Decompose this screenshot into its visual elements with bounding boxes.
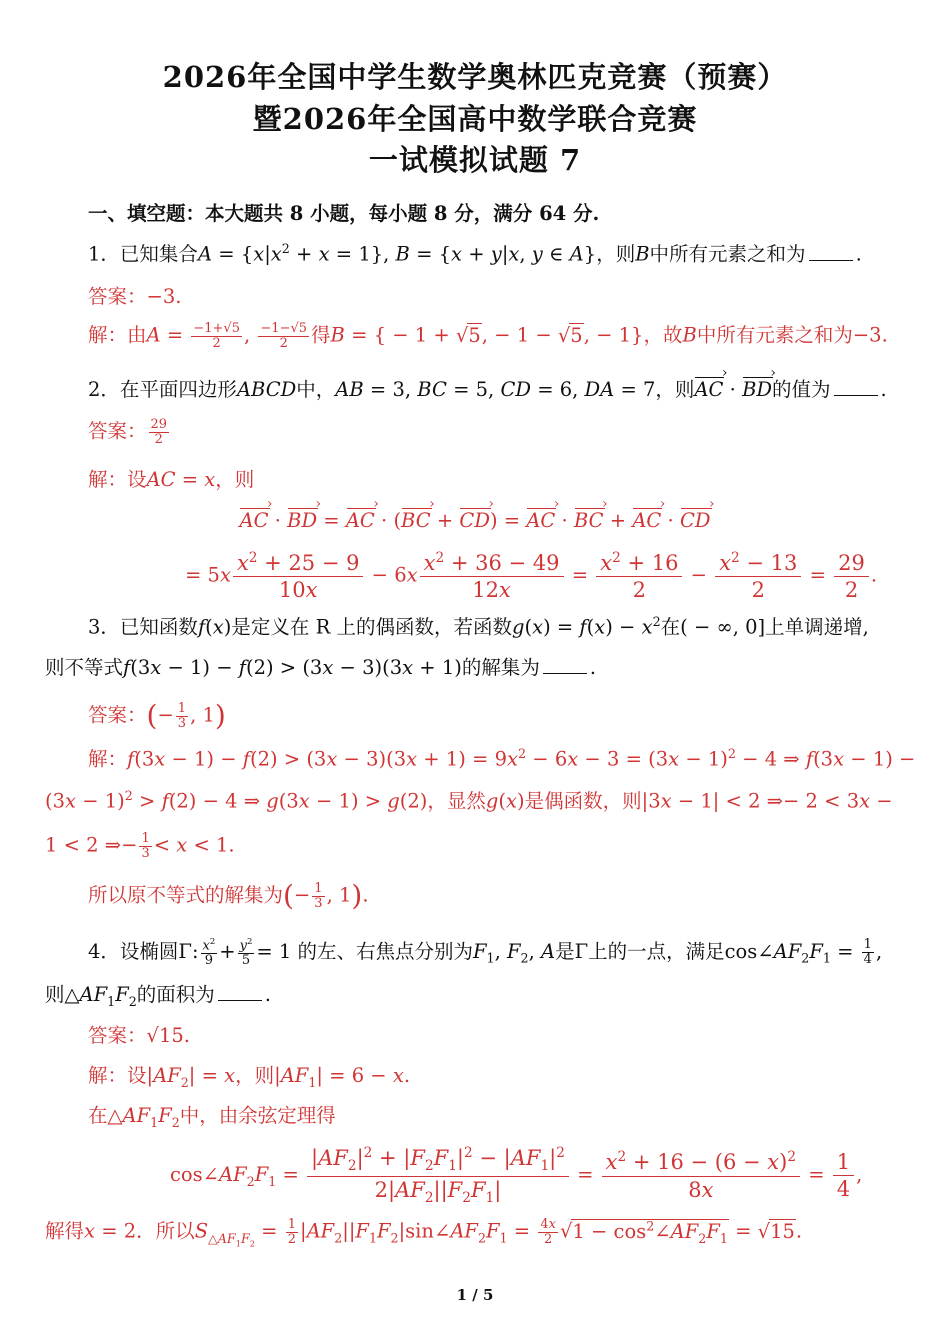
q2-equation-1: › AC · › BD = › AC · (› BC + › CD) = › AC · › BC + › AC · › CD xyxy=(0,511,950,531)
fraction: $\frac{y^2}{5}$ xyxy=(239,936,253,968)
q2-number: 2． xyxy=(88,378,120,401)
q1-sol-d: 中所有元素之和为−3. xyxy=(696,323,888,347)
q4-sol-b: ，则 xyxy=(235,1064,275,1087)
q3-text-d: 上单调递增, xyxy=(765,615,869,639)
q3-statement-line-2: 则不等式f(3x − 1) − f(2) > (3x − 3)(3x + 1)的解集为 . xyxy=(45,656,597,679)
fraction: $\frac{x^2 + 25 - 9}{10x}$ xyxy=(233,551,364,601)
q3-solution-line-3: 1 < 2 ⇒− $\frac{1}{3}$ < x < 1. xyxy=(45,831,235,861)
q3-conclusion-text: 所以原不等式的解集为 xyxy=(88,883,284,907)
q3-text-f: 的解集为 xyxy=(461,656,540,679)
title-line-2: 暨2026年全国高中数学联合竞赛 xyxy=(252,102,698,136)
q1-sol-c: ，故 xyxy=(643,323,683,347)
q4-text-c: 是Γ上的一点，满足 xyxy=(555,939,725,963)
q2-text-b: 中， xyxy=(296,378,336,401)
solution-label: 解： xyxy=(88,747,128,771)
q4-statement-line-2: 则$\triangle AF_1F_2$的面积为 . xyxy=(45,983,271,1009)
q3-sol-comma: ，显然 xyxy=(427,789,486,813)
q2-text-a: 在平面四边形 xyxy=(119,378,237,401)
solution-label: 解： xyxy=(88,323,128,347)
q3-sol-even: 是偶函数，则 xyxy=(524,789,642,813)
fraction: $\frac{1}{4}$ xyxy=(863,937,872,967)
answer-blank xyxy=(834,394,878,396)
q1-answer xyxy=(88,287,950,307)
answer-label: 答案： xyxy=(88,419,147,443)
q4-text-d: 则△ xyxy=(45,983,80,1006)
q3-text-a: 已知函数 xyxy=(119,615,198,639)
q4-cosine-equation: $\cos\angle AF_2F_1$ = $\frac{|AF_2|^2 + |F_2F_1|^2 - |AF_1|^2}{2|AF_2||F_2F_1|}$ = $\frac{x^2 + 16 - (6 - x)^2}{8x}$ = $\frac{1}{4}$ , xyxy=(170,1145,863,1206)
fraction: $\frac{x^2}{9}$ xyxy=(202,936,216,968)
q3-text-c: 在 xyxy=(660,615,681,639)
q2-statement: 2．在平面四边形ABCD中，AB = 3, BC = 5, CD = 6, DA = 7，则› AC · › BD的值为 . xyxy=(88,380,950,400)
q2-answer xyxy=(88,418,950,446)
q2-equation-2: = 5x $\frac{x^2 + 25 - 9}{10x}$ − 6x $\frac{x^2 + 36 - 49}{12x}$ = $\frac{x^2 + 16}{2}$ − $\frac{x^2 - 13}{2}$ = $\frac{29}{2}$ . xyxy=(185,550,878,603)
q4-solution-line-2: 在$\triangle AF_1F_2$中，由余弦定理得 xyxy=(88,1104,336,1130)
section-heading: 一、填空题：本大题共 8 小题，每小题 8 分，满分 64 分. xyxy=(88,202,600,225)
solution-label: 解： xyxy=(88,1064,128,1087)
q3-text-e: 则不等式 xyxy=(45,656,124,679)
fraction: $\frac{-1+√5}{2}$ xyxy=(193,321,240,351)
q4-statement-line-1: 4．设椭圆Γ: $\frac{x^2}{9}$ + $\frac{y^2}{5}$ = 1 的左、右焦点分别为$F_1$, $F_2$, A是Γ上的一点，满足$\cos\angle AF_2F_1$ = $\frac{1}{4}$ , xyxy=(88,936,883,968)
q1-statement: 1．已知集合$A = \{x|x^2 + x = 1\}$, B = {x + y|x, y ∈ A}，则B中所有元素之和为 . xyxy=(88,241,862,266)
fraction: $\frac{x^2 + 16 - (6 - x)^2}{8x}$ xyxy=(602,1150,800,1200)
q2-text-c: ，则 xyxy=(655,378,695,401)
q3-answer: 答案：(− $\frac{1}{3}$ , 1) xyxy=(88,699,226,733)
q4-text-e: 的面积为 xyxy=(136,983,215,1006)
q1-sol-a: 由 xyxy=(127,323,147,347)
q4-line2-b: 中，由余弦定理得 xyxy=(179,1104,336,1127)
q4-sol-a: 设 xyxy=(127,1064,147,1087)
q3-conclusion: 所以原不等式的解集为(− $\frac{1}{3}$ , 1). xyxy=(88,879,369,913)
solution-label: 解： xyxy=(88,468,128,491)
fraction: $\frac{29}{2}$ xyxy=(834,552,869,601)
q4-answer xyxy=(88,1026,950,1046)
q1-solution: 解：由A = $\frac{-1+√5}{2}$ , $\frac{-1-√5}{2}$ 得B = { − 1 + √5, − 1 − √5, − 1}，故B中所有元素之和为−3. xyxy=(88,321,888,351)
q2-solution-intro: 解：设AC = x，则 xyxy=(88,468,255,491)
q2-text-d: 的值为 xyxy=(772,378,831,401)
fraction: $\frac{1}{3}$ xyxy=(177,701,187,731)
answer-label: 答案： xyxy=(88,1024,147,1047)
q4-final-line: 解得x = 2．所以$S_{\triangle AF_1F_2}$ = $\frac{1}{2}$ $|AF_2||F_1F_2|\sin\angle AF_2F_1$ = $\frac{4x}{2}$ $√1 - \cos^2\angle AF_2F_1 = √15$. xyxy=(45,1217,803,1249)
title-line-1: 2026年全国中学生数学奥林匹克竞赛（预赛） xyxy=(162,60,788,94)
q1-text-c: 中所有元素之和为 xyxy=(649,242,806,266)
answer-label: 答案： xyxy=(88,703,147,727)
q1-sol-b: 得 xyxy=(311,323,331,347)
q3-solution-line-1: 解：$f(3x - 1) - f(2) > (3x - 3)(3x + 1) = 9x^2 - 6x - 3 = (3x - 1)^2 - 4$ ⇒ f(3x − 1) − xyxy=(88,746,916,771)
fraction: $\frac{-1-√5}{2}$ xyxy=(260,321,308,351)
q2-sol-b: ，则 xyxy=(215,468,255,491)
fraction: $\frac{1}{2}$ xyxy=(287,1217,296,1247)
fraction: $\frac{x^2 + 16}{2}$ xyxy=(596,551,682,601)
fraction: $\frac{x^2 - 13}{2}$ xyxy=(715,551,801,601)
q4-text-b: 的左、右焦点分别为 xyxy=(297,939,473,963)
q3-statement-line-1: 3．已知函数f(x)是定义在 R 上的偶函数，若函数$g(x) = f(x) - x^2$在( − ∞, 0]上单调递增, xyxy=(88,614,869,639)
q4-text-a: 设椭圆Γ: xyxy=(119,939,199,963)
answer-blank xyxy=(543,672,587,674)
q4-solution-line-1: 解：设$|AF_2| = x$，则$|AF_1| = 6 - x$. xyxy=(88,1064,411,1090)
q4-line2-a: 在△ xyxy=(88,1104,123,1127)
q4-answer-value: √15. xyxy=(146,1024,190,1047)
q4-final-a: 解得 xyxy=(45,1219,85,1243)
q1-text-b: ，则 xyxy=(596,242,636,266)
q4-number: 4． xyxy=(88,939,120,963)
title-line-3: 一试模拟试题 7 xyxy=(368,143,582,177)
fraction: $\frac{4x}{2}$ xyxy=(540,1217,556,1247)
q2-answer-fraction: $\frac{29}{2}$ xyxy=(150,417,168,447)
answer-blank xyxy=(809,259,853,261)
q2-sol-a: 设 xyxy=(127,468,147,491)
page-number: 1 / 5 xyxy=(456,1286,494,1304)
q3-text-b: 是定义在 R 上的偶函数，若函数 xyxy=(231,615,512,639)
fraction: $\frac{1}{3}$ xyxy=(141,831,150,861)
answer-blank xyxy=(218,999,262,1001)
q3-solution-line-2: $(3x - 1)^2 > f(2) - 4$ ⇒ g(3x − 1) > g(2)，显然g(x)是偶函数，则|3x − 1| < 2 ⇒− 2 < 3x − xyxy=(45,788,893,813)
fraction: $\frac{x^2 + 36 - 49}{12x}$ xyxy=(420,551,564,601)
q1-number: 1． xyxy=(88,242,120,266)
fraction: $\frac{1}{3}$ xyxy=(314,881,323,911)
q4-final-b: ．所以 xyxy=(136,1219,195,1243)
q1-text-a: 已知集合 xyxy=(119,242,198,266)
fraction: $\frac{|AF_2|^2 + |F_2F_1|^2 - |AF_1|^2}{2|AF_2||F_2F_1|}$ xyxy=(307,1146,569,1205)
q3-number: 3． xyxy=(88,615,120,639)
fraction: $\frac{1}{4}$ xyxy=(833,1151,854,1200)
q1-answer-value: −3. xyxy=(146,285,182,308)
answer-label: 答案： xyxy=(88,285,147,308)
